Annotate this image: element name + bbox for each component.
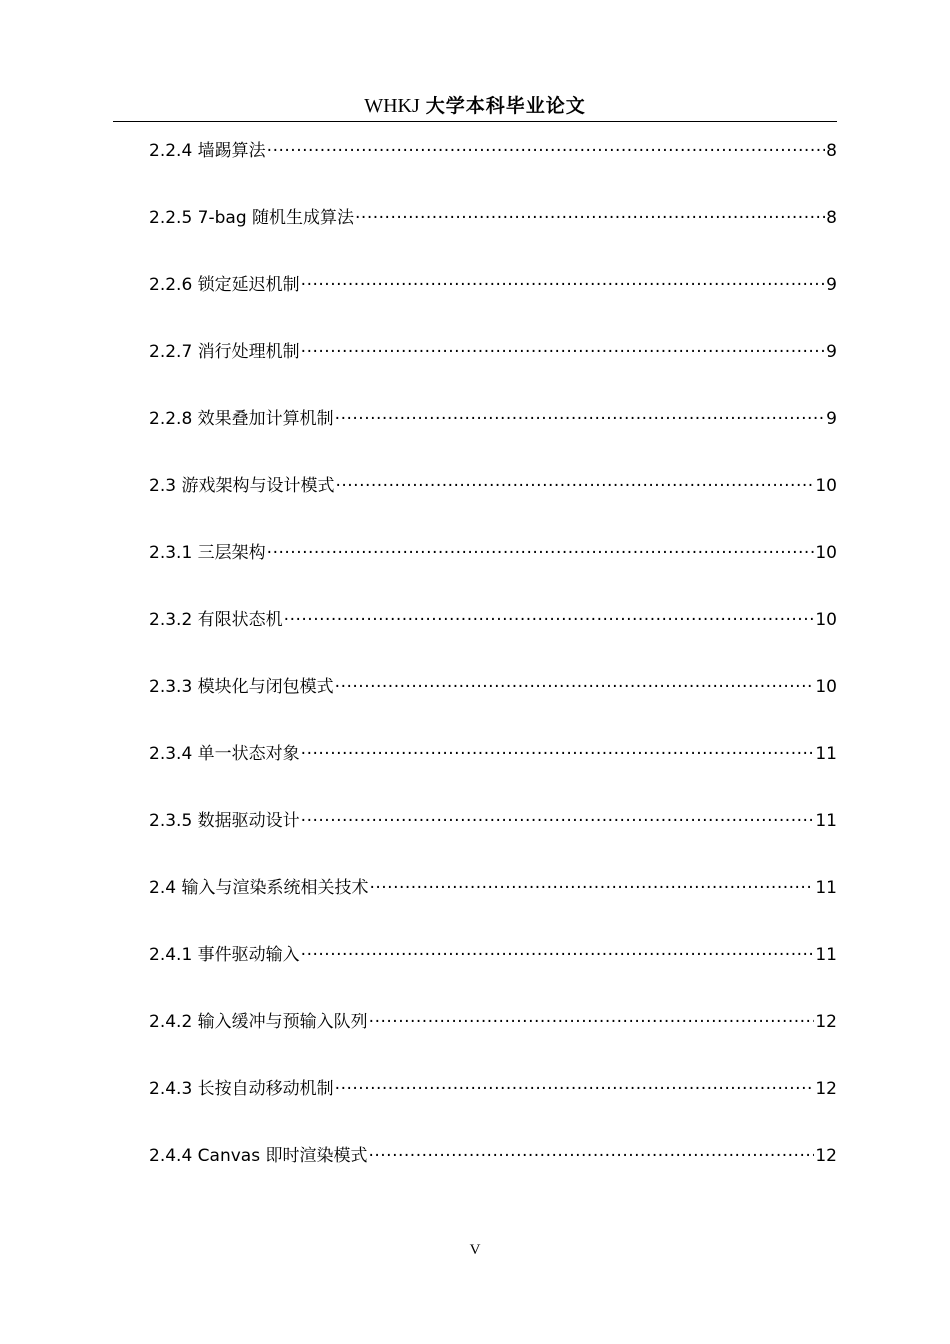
toc-leader-dots <box>369 1007 815 1027</box>
running-header <box>113 92 837 122</box>
toc-entry-title: 2.4.4 Canvas 即时渲染模式 <box>149 1146 368 1166</box>
toc-leader-dots <box>284 605 815 625</box>
toc-entry[interactable] <box>149 873 837 940</box>
toc-entry-page: 8 <box>826 208 837 228</box>
toc-entry-page: 11 <box>815 945 837 965</box>
toc-entry-title: 2.3.1 三层架构 <box>149 543 266 563</box>
toc-entry[interactable] <box>149 940 837 1007</box>
toc-entry-title: 2.2.8 效果叠加计算机制 <box>149 409 334 429</box>
toc-entry-title: 2.4 输入与渲染系统相关技术 <box>149 878 369 898</box>
toc-entry[interactable] <box>149 136 837 203</box>
table-of-contents <box>149 136 837 1208</box>
toc-entry[interactable] <box>149 1141 837 1208</box>
toc-entry[interactable] <box>149 538 837 605</box>
toc-leader-dots <box>335 672 815 692</box>
toc-entry[interactable] <box>149 739 837 806</box>
toc-leader-dots <box>369 873 814 893</box>
toc-leader-dots <box>267 136 826 156</box>
toc-entry-page: 12 <box>815 1079 837 1099</box>
toc-entry-title: 2.4.2 输入缓冲与预输入队列 <box>149 1012 368 1032</box>
toc-leader-dots <box>301 940 815 960</box>
toc-entry-page: 9 <box>826 275 837 295</box>
toc-entry-page: 9 <box>826 409 837 429</box>
toc-leader-dots <box>301 806 815 826</box>
toc-entry[interactable] <box>149 672 837 739</box>
toc-leader-dots <box>335 1074 815 1094</box>
toc-entry-title: 2.2.4 墙踢算法 <box>149 141 266 161</box>
toc-entry-title: 2.3.5 数据驱动设计 <box>149 811 300 831</box>
toc-leader-dots <box>368 1141 814 1161</box>
toc-entry[interactable] <box>149 605 837 672</box>
toc-entry-page: 10 <box>815 677 837 697</box>
toc-leader-dots <box>335 471 814 491</box>
toc-entry-title: 2.3.4 单一状态对象 <box>149 744 300 764</box>
toc-entry-page: 9 <box>826 342 837 362</box>
toc-entry[interactable] <box>149 203 837 270</box>
toc-entry-page: 8 <box>826 141 837 161</box>
header-thesis-title: 大学本科毕业论文 <box>425 95 586 117</box>
toc-entry-page: 11 <box>815 878 837 898</box>
toc-entry[interactable] <box>149 1007 837 1074</box>
toc-leader-dots <box>301 337 826 357</box>
toc-entry[interactable] <box>149 404 837 471</box>
toc-leader-dots <box>355 203 825 223</box>
toc-entry-page: 12 <box>815 1012 837 1032</box>
toc-entry-title: 2.3 游戏架构与设计模式 <box>149 476 335 496</box>
toc-leader-dots <box>301 739 815 759</box>
header-school-code: WHKJ <box>364 95 420 117</box>
toc-entry[interactable] <box>149 471 837 538</box>
toc-entry-page: 12 <box>815 1146 837 1166</box>
toc-entry[interactable] <box>149 337 837 404</box>
toc-entry-page: 10 <box>815 476 837 496</box>
toc-entry-page: 10 <box>815 543 837 563</box>
toc-entry-page: 10 <box>815 610 837 630</box>
toc-entry[interactable] <box>149 806 837 873</box>
toc-entry[interactable] <box>149 270 837 337</box>
toc-entry-title: 2.3.3 模块化与闭包模式 <box>149 677 334 697</box>
toc-entry-title: 2.3.2 有限状态机 <box>149 610 283 630</box>
toc-entry-title: 2.2.7 消行处理机制 <box>149 342 300 362</box>
page-number: V <box>469 1242 481 1258</box>
toc-entry-title: 2.4.1 事件驱动输入 <box>149 945 300 965</box>
toc-entry-title: 2.2.5 7-bag 随机生成算法 <box>149 208 355 228</box>
toc-leader-dots <box>267 538 815 558</box>
toc-entry-page: 11 <box>815 744 837 764</box>
toc-entry-page: 11 <box>815 811 837 831</box>
toc-entry[interactable] <box>149 1074 837 1141</box>
toc-entry-title: 2.2.6 锁定延迟机制 <box>149 275 300 295</box>
header-divider <box>113 121 837 122</box>
toc-leader-dots <box>301 270 826 290</box>
toc-entry-title: 2.4.3 长按自动移动机制 <box>149 1079 334 1099</box>
toc-leader-dots <box>335 404 826 424</box>
